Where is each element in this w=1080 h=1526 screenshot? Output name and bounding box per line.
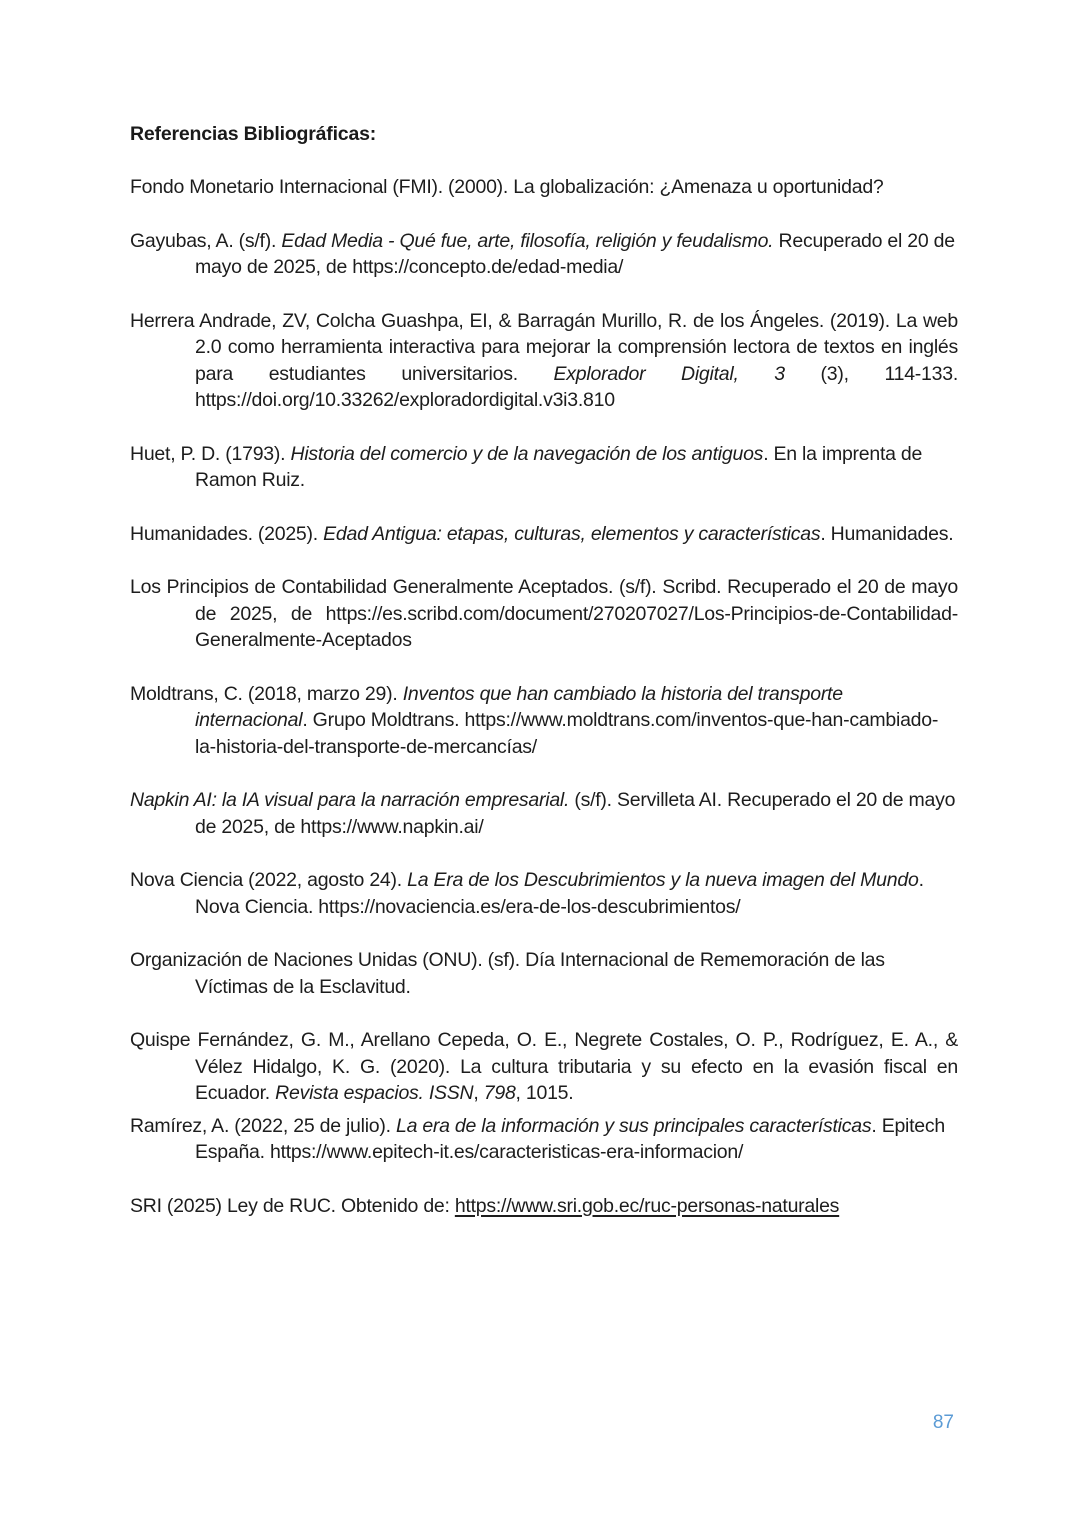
reference-text: SRI (2025) Ley de RUC. Obtenido de: <box>130 1194 455 1217</box>
reference-entry-quispe <box>130 1027 958 1107</box>
reference-entry-sri <box>130 1193 958 1220</box>
page-number: 87 <box>932 1412 954 1433</box>
reference-title-italic: La era de la información y sus principales características <box>395 1114 872 1137</box>
reference-entry-fmi <box>130 174 958 201</box>
reference-text: . Humanidades. <box>820 522 954 545</box>
reference-text: Recuperado el 20 de mayo de 2025, de https://concepto.de/edad-media/ <box>195 229 955 278</box>
reference-text: . Grupo Moldtrans. https://www.moldtrans.com/inventos-que-han-cambiado-la-historia-del-transporte-de-mercancías/ <box>195 709 939 758</box>
sri-url-link[interactable]: https://www.sri.gob.ec/ruc-personas-naturales <box>454 1194 840 1217</box>
reference-entry-moldtrans <box>130 681 958 761</box>
reference-title-italic: La Era de los Descubrimientos y la nueva imagen del Mundo <box>407 869 919 891</box>
reference-text: Fondo Monetario Internacional (FMI). (2000). La globalización: ¿Amenaza u oportunidad? <box>130 176 884 198</box>
reference-text: Herrera Andrade, ZV, Colcha Guashpa, EI, & Barragán Murillo, R. de los Ángeles. (2019). La web 2.0 como herramienta interactiva para mejorar la comprensión lectora de textos en inglés para estudiantes universitarios. <box>130 309 958 385</box>
reference-title-italic: Edad Antigua: etapas, culturas, elementos y características <box>323 522 821 545</box>
reference-entry-humanidades <box>130 521 958 548</box>
reference-title-italic: Edad Media - Qué fue, arte, filosofía, religión y feudalismo. <box>281 229 774 252</box>
reference-entry-principios <box>130 574 958 654</box>
reference-title-italic: Historia del comercio y de la navegación de los antiguos <box>290 442 764 465</box>
reference-text: Nova Ciencia (2022, agosto 24). <box>130 869 408 891</box>
reference-entry-nova-ciencia <box>130 867 958 920</box>
reference-entry-ramirez <box>130 1113 958 1166</box>
page-title: Referencias Bibliográficas: <box>130 123 377 145</box>
reference-text: Ramírez, A. (2022, 25 de julio). <box>130 1114 396 1137</box>
reference-entry-herrera <box>130 308 958 414</box>
reference-title-italic: Revista espacios. ISSN <box>275 1082 474 1104</box>
reference-title-italic: Explorador Digital, 3 <box>553 362 785 385</box>
reference-entry-huet <box>130 441 958 494</box>
reference-text: (s/f). Servilleta AI. Recuperado el 20 de mayo de 2025, de https://www.napkin.ai/ <box>195 789 956 838</box>
reference-title-italic: Inventos que han cambiado la historia del transporte internacional <box>195 682 843 731</box>
reference-text: Humanidades. (2025). <box>130 522 324 545</box>
reference-text: . Nova Ciencia. https://novaciencia.es/era-de-los-descubrimientos/ <box>195 869 924 918</box>
reference-text: (3), 114-133. https://doi.org/10.33262/exploradordigital.v3i3.810 <box>195 362 958 411</box>
reference-text: . En la imprenta de Ramon Ruiz. <box>195 442 923 491</box>
reference-title-italic: Napkin AI: la IA visual para la narración empresarial. <box>130 789 570 811</box>
reference-entry-gayubas <box>130 228 958 281</box>
reference-entry-onu <box>130 947 958 1000</box>
reference-text: Organización de Naciones Unidas (ONU). (sf). Día Internacional de Rememoración de las Víctimas de la Esclavitud. <box>130 949 885 998</box>
reference-text: Gayubas, A. (s/f). <box>130 229 282 252</box>
reference-text: Huet, P. D. (1793). <box>130 442 291 465</box>
reference-text: , 1015. <box>515 1082 574 1104</box>
reference-text: Moldtrans, C. (2018, marzo 29). <box>130 682 403 705</box>
reference-text: , <box>473 1082 484 1104</box>
reference-text: Quispe Fernández, G. M., Arellano Cepeda, O. E., Negrete Costales, O. P., Rodríguez, E. A., & Vélez Hidalgo, K. G. (2020). La cultura tributaria y su efecto en la evasión fiscal en Ecuador. <box>130 1029 958 1104</box>
reference-text: . Epitech España. https://www.epitech-it.es/caracteristicas-era-informacion/ <box>195 1114 945 1163</box>
reference-volume-italic: 798 <box>483 1082 516 1104</box>
references-section <box>130 121 958 1246</box>
reference-text: Los Principios de Contabilidad Generalmente Aceptados. (s/f). Scribd. Recuperado el 20 de mayo de 2025, de https://es.scribd.com/document/270207027/Los-Principios-de-Contabilidad-Generalmente-Aceptados <box>130 576 958 651</box>
reference-entry-napkin <box>130 787 958 840</box>
